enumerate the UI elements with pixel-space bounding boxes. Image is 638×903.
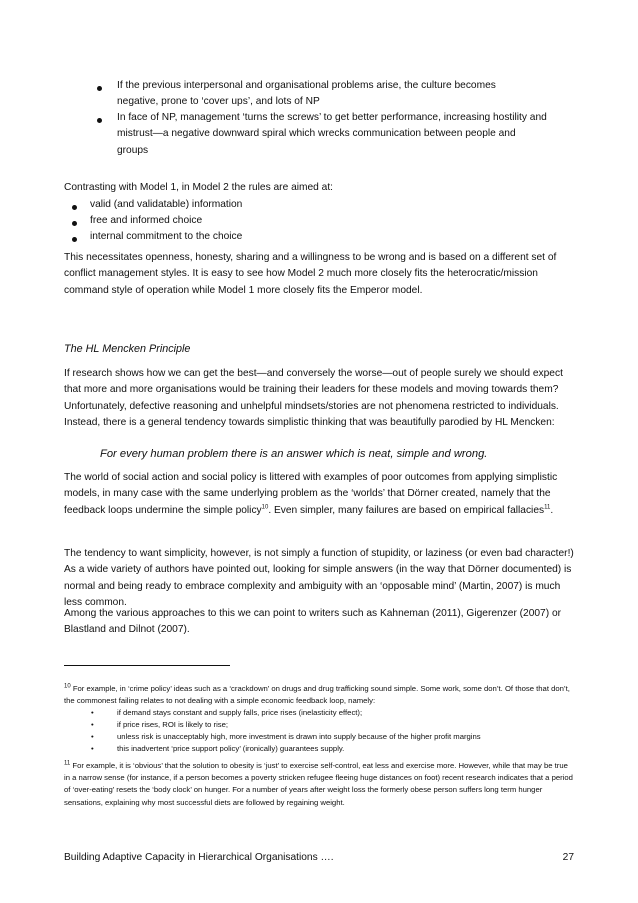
bullet-text: valid (and validatable) information xyxy=(90,199,243,210)
paragraph-text: . xyxy=(550,504,554,516)
section-heading: The HL Mencken Principle xyxy=(64,343,191,355)
page-number: 27 xyxy=(562,852,574,863)
bullet-text: free and informed choice xyxy=(90,215,203,226)
footnote xyxy=(64,760,574,809)
bullet-icon xyxy=(72,221,77,226)
paragraph-text: The world of social action and social policy is littered with examples of poor outcomes from applying simplistic models, in many case with the same underlying problem as the ‘worlds’ that Dörner created, namely that the feedback loops undermine the simple policy xyxy=(64,472,558,516)
footnote-divider xyxy=(64,665,230,666)
footnote-bullet-text: this inadvertent ‘price support policy’ (ironically) guarantees supply. xyxy=(117,744,345,753)
footnote-number: 11 xyxy=(64,760,71,767)
paragraph: Among the various approaches to this we can point to writers such as Kahneman (2011), Gigerenzer (2007) or Blastland and Dilnot (2007). xyxy=(64,608,561,636)
footnote-bullet-text: if price rises, ROI is likely to rise; xyxy=(117,720,229,729)
paragraph: The tendency to want simplicity, however, is not simply a function of stupidity, or laziness (or even bad character!) As a wide variety of authors have pointed out, looking for simple answers (in the way that Dörner documented) is normal and being ready to embrace complexity and ambiguity with an ‘opposable mind’ (Martin, 2007) is much less common. xyxy=(64,548,574,608)
bullet-icon xyxy=(72,237,77,242)
footnote-bullet: • xyxy=(91,708,94,717)
footnote-bullet-text: unless risk is unacceptably high, more investment is drawn into supply because of the higher profit margins xyxy=(117,732,481,741)
bullet-text: If the previous interpersonal and organisational problems arise, the culture becomes negative, prone to ‘cover ups’, and lots of NP xyxy=(117,80,496,108)
bullet-text: In face of NP, management ‘turns the screws’ to get better performance, increasing hostility and mistrust—a negative downward spiral which wrecks communication between people and groups xyxy=(117,112,547,156)
footnote-text: For example, it is ‘obvious’ that the solution to obesity is ‘just’ to exercise self-control, eat less and exercise more. However, while that may be true in a narrow sense (for instance, if a person becomes a poverty stricken refugee fleeing huge distances on foot) recent research indicates that a period of ‘over-eating’ resets the ‘body clock’ on hunger. For a number of years after weight loss the formerly obese person suffers long term hunger sensations, explaining why most successful diets are followed by regaining weight. xyxy=(64,761,573,807)
bullet-icon xyxy=(97,118,102,123)
footnote-bullet: • xyxy=(91,720,94,729)
footnote-ref: 10 xyxy=(261,504,269,511)
footnote-text: For example, in ‘crime policy’ ideas such as a ‘crackdown’ on drugs and drug trafficking sound simple. Some work, some don’t. Of those that don’t, the commonest failing relates to not dealing with a simple economic feedback loop, namely: xyxy=(64,684,570,706)
paragraph xyxy=(64,470,574,519)
bullet-icon xyxy=(72,205,77,210)
paragraph-text: . Even simpler, many failures are based on empirical fallacies xyxy=(268,504,545,516)
bullet-icon xyxy=(97,86,102,91)
footnote-bullet: • xyxy=(91,744,94,753)
quote: For every human problem there is an answer which is neat, simple and wrong. xyxy=(100,448,488,460)
paragraph: This necessitates openness, honesty, sharing and a willingness to be wrong and is based on a different set of conflict management styles. It is easy to see how Model 2 much more closely fits the heterocratic/mission command style of operation while Model 1 more closely fits the Emperor model. xyxy=(64,252,557,296)
paragraph: If research shows how we can get the best—and conversely the worse—out of people surely we should expect that more and more organisations would be training their leaders for these models and moving towards them? Unfortunately, defective reasoning and unhelpful mindsets/stories are not phenomena restricted to individuals. Instead, there is a general tendency towards simplistic thinking that was beautifully parodied by HL Mencken: xyxy=(64,368,563,428)
paragraph: Contrasting with Model 1, in Model 2 the rules are aimed at: xyxy=(64,182,333,193)
footnote-bullet: • xyxy=(91,732,94,741)
footnote-ref: 11 xyxy=(544,504,551,511)
footnote-bullet-text: if demand stays constant and supply falls, price rises (inelasticity effect); xyxy=(117,708,363,717)
running-footer: Building Adaptive Capacity in Hierarchical Organisations …. xyxy=(64,852,334,863)
bullet-text: internal commitment to the choice xyxy=(90,231,243,242)
footnote xyxy=(64,683,574,707)
footnote-number: 10 xyxy=(64,683,71,690)
